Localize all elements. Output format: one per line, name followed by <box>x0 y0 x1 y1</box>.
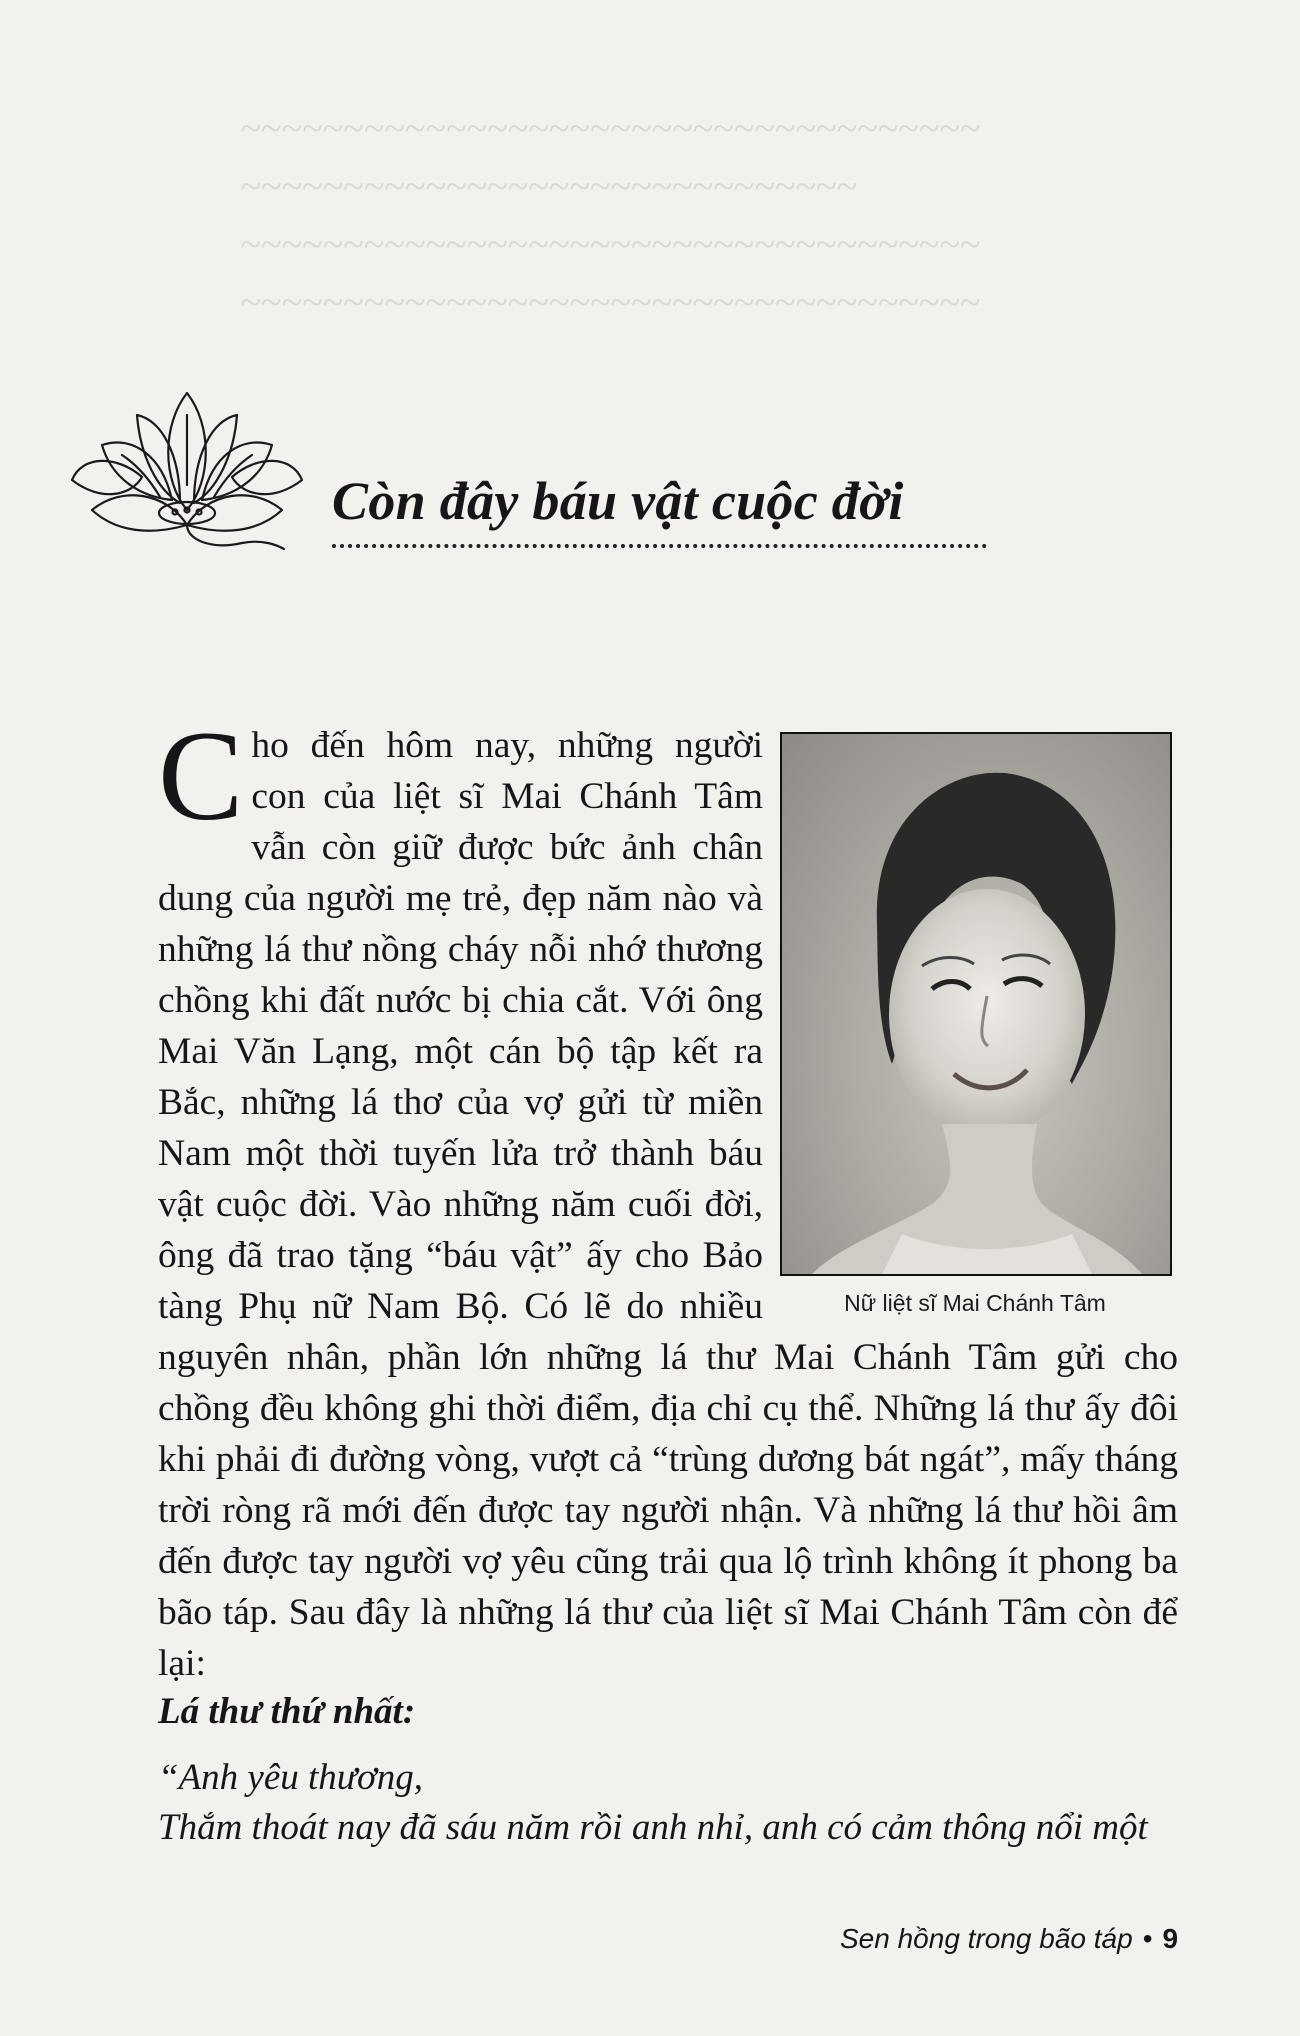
bleed-through-text: ~~~~~~~~~~~~~~~~~~~~~~~~~~~~~~~~~~~~ ~~~~~~~~~~~~~~~~~~~~~~~~~~~~~~ ~~~~~~~~~~~~~~~~~~~~~~~~~~~~~~~~~~~~ ~~~~~~~~~~~~~~~~~~~~~~~~~~~~~~~~~~~~ <box>240 108 981 324</box>
letter-title: Lá thư thứ nhất: <box>158 1691 416 1732</box>
drop-cap: C <box>158 705 244 847</box>
section-heading: Còn đây báu vật cuộc đời <box>332 471 904 531</box>
running-title: Sen hồng trong bão táp <box>840 1923 1133 1954</box>
heading-dotted-rule <box>332 544 987 548</box>
page-number: 9 <box>1162 1923 1179 1954</box>
photo-caption: Nữ liệt sĩ Mai Chánh Tâm <box>844 1290 1106 1316</box>
portrait-photo <box>780 732 1172 1276</box>
letter-salutation: “Anh yêu thương, <box>158 1757 423 1798</box>
portrait-illustration <box>782 734 1170 1274</box>
lotus-icon <box>62 385 312 555</box>
footer-bullet: • <box>1142 1923 1153 1954</box>
page-footer <box>840 1923 1178 1955</box>
article-paragraph-text: ho đến hôm nay, những người con của liệt sĩ Mai Chánh Tâm vẫn còn giữ được bức ảnh chân dung của người mẹ trẻ, đẹp năm nào và những lá thư nồng cháy nỗi nhớ thương chồng khi đất nước bị chia cắt. Với ông Mai Văn Lạng, một cán bộ tập kết ra Bắc, những lá thơ của vợ gửi từ miền Nam một thời tuyến lửa trở thành báu vật cuộc đời. Vào những năm cuối đời, ông đã trao tặng “báu vật” ấy cho Bảo tàng Phụ nữ Nam Bộ. Có lẽ do nhiều nguyên nhân, phần lớn những lá thư Mai Chánh Tâm gửi cho chồng đều không ghi thời điểm, địa chỉ cụ thể. Những lá thư ấy đôi khi phải đi đường vòng, vượt cả “trùng dương bát ngát”, mấy tháng trời ròng rã mới đến được tay người nhận. Và những lá thư hồi âm đến được tay người vợ yêu cũng trải qua lộ trình không ít phong ba bão táp. Sau đây là những lá thư của liệt sĩ Mai Chánh Tâm còn để lại: <box>158 725 1178 1684</box>
letter-first-line: Thắm thoát nay đã sáu năm rồi anh nhỉ, anh có cảm thông nổi một <box>158 1807 1148 1848</box>
